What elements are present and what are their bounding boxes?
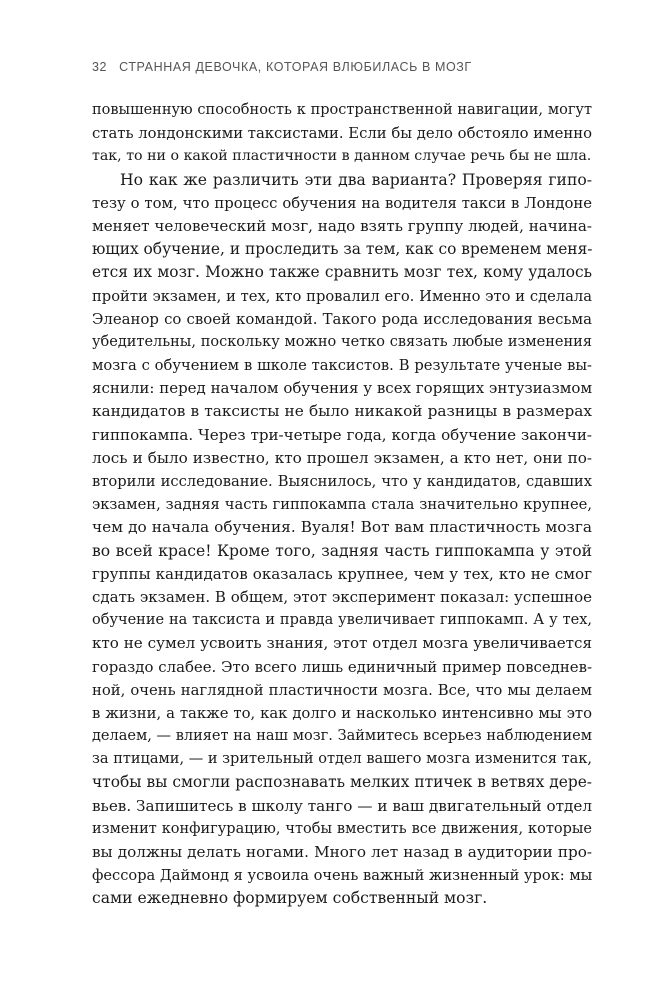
page-number: 32 <box>92 60 108 74</box>
text-line: гораздо слабее. Это всего лишь единичный пример повседнев- <box>92 657 592 676</box>
book-title: СТРАННАЯ ДЕВОЧКА, КОТОРАЯ ВЛЮБИЛАСЬ В МОЗГ <box>119 60 472 74</box>
text-line: так, то ни о какой пластичности в данном случае речь бы не шла. <box>92 148 592 165</box>
text-line: кандидатов в таксисты не было никакой разницы в размерах <box>92 402 592 421</box>
text-line: вы должны делать ногами. Много лет назад в аудитории про- <box>92 843 592 861</box>
text-line: пройти экзамен, и тех, кто провалил его. Именно это и сделала <box>92 287 592 305</box>
text-line: убедительны, поскольку можно четко связать любые изменения <box>92 333 592 350</box>
text-line: повышенную способность к пространственной навигации, могут <box>92 102 592 118</box>
paragraph <box>92 169 592 911</box>
text-line: вторили исследование. Выяснилось, что у кандидатов, сдавших <box>92 473 592 490</box>
text-line: Элеанор со своей командой. Такого рода исследования весьма <box>92 309 592 328</box>
text-line: ющих обучение, и проследить за тем, как со временем меня- <box>92 240 593 259</box>
text-line: кто не сумел усвоить знания, этот отдел мозга увеличивается <box>92 634 592 653</box>
paragraph <box>92 99 592 169</box>
text-line: ется их мозг. Можно также сравнить мозг тех, кому удалось <box>92 263 592 282</box>
text-line: фессора Даймонд я усвоила очень важный жизненный урок: мы <box>92 867 593 885</box>
text-line: за птицами, — и зрительный отдел вашего мозга изменится так, <box>92 751 592 768</box>
text-line: яснили: перед началом обучения у всех горящих энтузиазмом <box>92 379 593 398</box>
text-line: экзамен, задняя часть гиппокампа стала значительно крупнее, <box>92 496 592 514</box>
text-line: Но как же различить эти два варианта? Проверяя гипо- <box>120 170 592 189</box>
text-line: изменит конфигурацию, чтобы вместить все движения, которые <box>92 820 592 837</box>
text-line: в жизни, а также то, как долго и насколько интенсивно мы это <box>92 704 592 722</box>
text-line: сдать экзамен. В общем, этот эксперимент показал: успешное <box>92 587 592 606</box>
text-line: сами ежедневно формируем собственный мозг. <box>92 889 488 908</box>
text-line: вьев. Запишитесь в школу танго — и ваш двигательный отдел <box>92 796 592 815</box>
text-line: обучение на таксиста и правда увеличивает гиппокамп. А у тех, <box>92 612 592 629</box>
text-line: гиппокампа. Через три-четыре года, когда обучение закончи- <box>92 425 592 444</box>
text-line: группы кандидатов оказалась крупнее, чем у тех, кто не смог <box>92 564 592 583</box>
text-line: стать лондонскими таксистами. Если бы дело обстояло именно <box>92 125 592 143</box>
text-line: меняет человеческий мозг, надо взять группу людей, начина- <box>92 216 592 235</box>
running-header <box>92 60 472 74</box>
text-line: во всей красе! Кроме того, задняя часть гиппокампа у этой <box>92 541 592 560</box>
text-line: лось и было известно, кто прошел экзамен, а кто нет, они по- <box>92 448 592 467</box>
text-line: чем до начала обучения. Вуаля! Вот вам пластичность мозга <box>92 518 592 537</box>
body-text <box>92 99 592 911</box>
text-line: делаем, — влияет на наш мозг. Займитесь всерьез наблюдением <box>92 728 592 745</box>
text-line: мозга с обучением в школе таксистов. В результате ученые вы- <box>92 357 592 375</box>
text-line: ной, очень наглядной пластичности мозга. Все, что мы делаем <box>92 681 592 699</box>
text-line: тезу о том, что процесс обучения на водителя такси в Лондоне <box>92 194 592 212</box>
text-line: чтобы вы смогли распознавать мелких птичек в ветвях дере- <box>92 773 592 792</box>
